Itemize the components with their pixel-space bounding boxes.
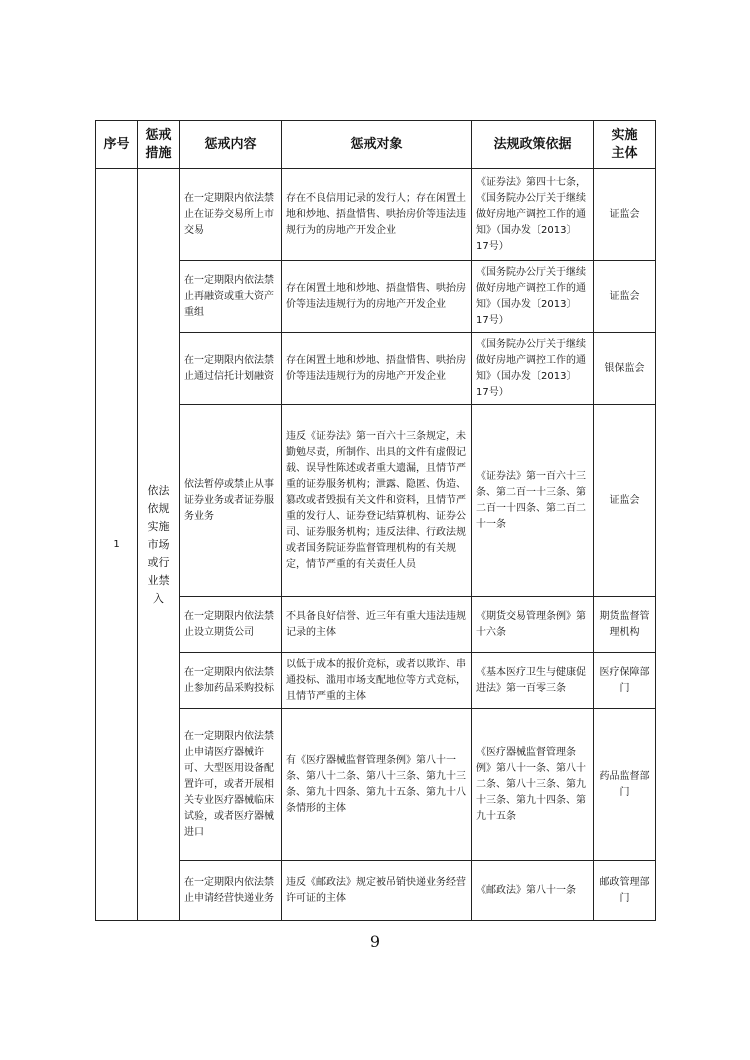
basis-cell: 《国务院办公厅关于继续做好房地产调控工作的通知》（国办发〔2013〕17号） <box>472 333 594 405</box>
target-cell: 不具备良好信誉、近三年有重大违法违规记录的主体 <box>282 597 472 653</box>
basis-cell: 《证券法》第四十七条，《国务院办公厅关于继续做好房地产调控工作的通知》（国办发〔2013〕17号） <box>472 169 594 261</box>
table-row <box>96 405 656 597</box>
header-seq: 序号 <box>96 121 138 169</box>
header-measure-text: 惩戒措施 <box>145 127 172 161</box>
basis-cell: 《医疗器械监督管理条例》第八十一条、第八十二条、第八十三条、第九十三条、第九十四条、第九十五条 <box>472 709 594 861</box>
target-cell: 存在闲置土地和炒地、捂盘惜售、哄抬房价等违法违规行为的房地产开发企业 <box>282 333 472 405</box>
target-cell: 违反《证券法》第一百六十三条规定，未勤勉尽责，所制作、出具的文件有虚假记载、误导性陈述或者重大遗漏，且情节严重的证券服务机构；泄露、隐匿、伪造、篡改或者毁损有关文件和资料，且情节严重的发行人、证券登记结算机构、证券公司、证券服务机构；违反法律、行政法规或者国务院证券监督管理机构的有关规定，情节严重的有关责任人员 <box>282 405 472 597</box>
content-cell: 在一定期限内依法禁止申请经营快递业务 <box>180 861 282 921</box>
measure-cell <box>138 169 180 921</box>
header-measure <box>138 121 180 169</box>
basis-cell: 《期货交易管理条例》第十六条 <box>472 597 594 653</box>
table-row <box>96 261 656 333</box>
basis-cell: 《邮政法》第八十一条 <box>472 861 594 921</box>
table-row <box>96 333 656 405</box>
table-row <box>96 709 656 861</box>
basis-cell: 《国务院办公厅关于继续做好房地产调控工作的通知》（国办发〔2013〕17号） <box>472 261 594 333</box>
table-row <box>96 653 656 709</box>
seq-cell: 1 <box>96 169 138 921</box>
target-cell: 有《医疗器械监督管理条例》第八十一条、第八十二条、第八十三条、第九十三条、第九十四条、第九十五条、第九十八条情形的主体 <box>282 709 472 861</box>
subject-cell: 期货监督管理机构 <box>594 597 656 653</box>
subject-cell: 邮政管理部门 <box>594 861 656 921</box>
content-cell: 在一定期限内依法禁止在证券交易所上市交易 <box>180 169 282 261</box>
target-cell: 以低于成本的报价竞标，或者以欺诈、串通投标、滥用市场支配地位等方式竞标，且情节严重的主体 <box>282 653 472 709</box>
content-cell: 在一定期限内依法禁止设立期货公司 <box>180 597 282 653</box>
header-content: 惩戒内容 <box>180 121 282 169</box>
subject-cell: 银保监会 <box>594 333 656 405</box>
content-cell: 依法暂停或禁止从事证券业务或者证券服务业务 <box>180 405 282 597</box>
header-basis: 法规政策依据 <box>472 121 594 169</box>
basis-cell: 《基本医疗卫生与健康促进法》第一百零三条 <box>472 653 594 709</box>
target-cell: 违反《邮政法》规定被吊销快递业务经营许可证的主体 <box>282 861 472 921</box>
subject-cell: 证监会 <box>594 261 656 333</box>
table-header-row <box>96 121 656 169</box>
header-subject-text: 实施主体 <box>611 127 638 161</box>
page-number: 9 <box>369 932 381 951</box>
punishment-table <box>95 120 656 921</box>
content-cell: 在一定期限内依法禁止参加药品采购投标 <box>180 653 282 709</box>
table-row <box>96 169 656 261</box>
table-row <box>96 861 656 921</box>
header-subject <box>594 121 656 169</box>
content-cell: 在一定期限内依法禁止通过信托计划融资 <box>180 333 282 405</box>
target-cell: 存在不良信用记录的发行人；存在闲置土地和炒地、捂盘惜售、哄抬房价等违法违规行为的房地产开发企业 <box>282 169 472 261</box>
basis-cell: 《证券法》第一百六十三条、第二百一十三条、第二百一十四条、第二百二十一条 <box>472 405 594 597</box>
content-cell: 在一定期限内依法禁止再融资或重大资产重组 <box>180 261 282 333</box>
subject-cell: 证监会 <box>594 169 656 261</box>
subject-cell: 药品监督部门 <box>594 709 656 861</box>
table-row <box>96 597 656 653</box>
subject-cell: 医疗保障部门 <box>594 653 656 709</box>
header-target: 惩戒对象 <box>282 121 472 169</box>
target-cell: 存在闲置土地和炒地、捂盘惜售、哄抬房价等违法违规行为的房地产开发企业 <box>282 261 472 333</box>
measure-text: 依法依规实施市场或行业禁入 <box>147 483 170 605</box>
content-cell: 在一定期限内依法禁止申请医疗器械许可、大型医用设备配置许可，或者开展相关专业医疗器械临床试验，或者医疗器械进口 <box>180 709 282 861</box>
subject-cell: 证监会 <box>594 405 656 597</box>
